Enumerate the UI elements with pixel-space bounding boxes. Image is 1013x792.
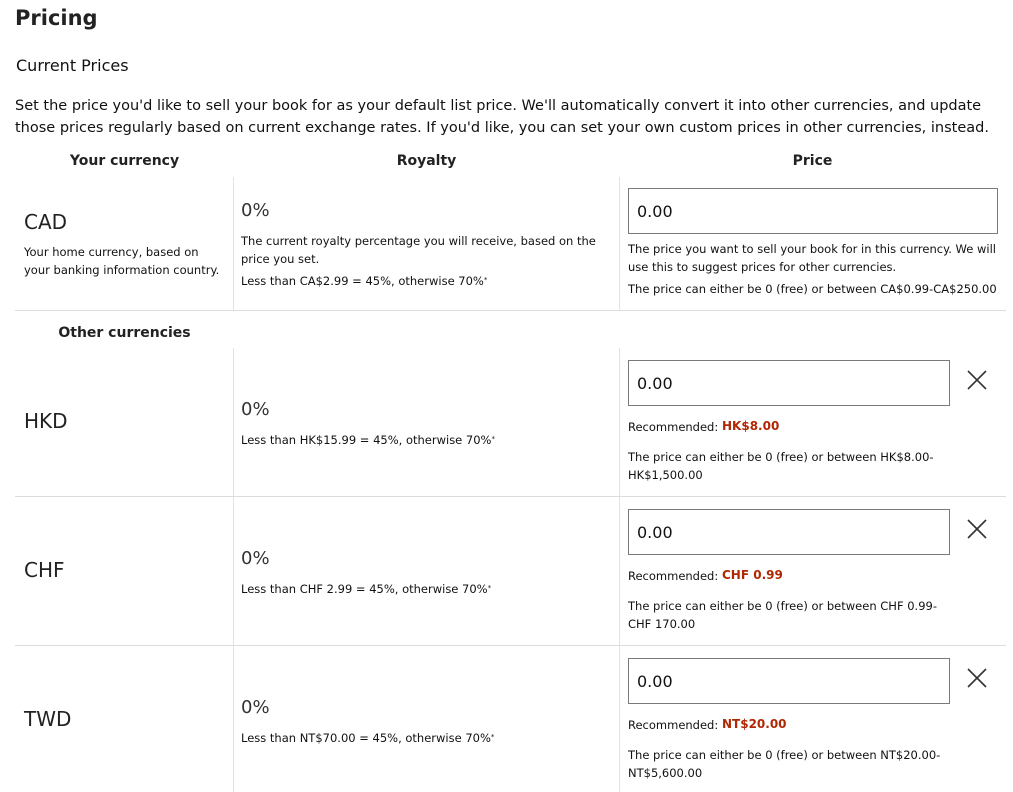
royalty-percentage: 0% [241,200,270,221]
footnote-mark: * [490,733,495,741]
currency-code: CAD [24,210,68,234]
royalty-rule-text: Less than CHF 2.99 = 45%, otherwise 70% [241,582,488,596]
home-currency-description: Your home currency, based on your banking information country. [24,245,220,277]
royalty-percentage: 0% [241,399,270,420]
recommended-price: NT$20.00 [722,717,787,731]
column-header-royalty: Royalty [396,153,457,169]
recommended-price: HK$8.00 [722,419,780,433]
home-price-input[interactable] [628,188,998,234]
royalty-rule [241,431,611,449]
price-range: The price can either be 0 (free) or between CA$0.99-CA$250.00 [628,282,997,296]
row-divider [15,310,1006,311]
row-divider [15,645,1006,646]
royalty-rule-text: Less than CA$2.99 = 45%, otherwise 70% [241,274,484,288]
recommended-price: CHF 0.99 [722,568,783,582]
currency-code: CHF [24,558,65,582]
price-range: The price can either be 0 (free) or between NT$20.00-NT$5,600.00 [628,748,941,780]
royalty-rule [241,580,611,598]
currency-code: HKD [24,409,68,433]
royalty-rule-text: Less than HK$15.99 = 45%, otherwise 70% [241,433,492,447]
royalty-percentage: 0% [241,548,270,569]
page-title: Pricing [15,6,98,30]
royalty-percentage: 0% [241,697,270,718]
intro-text: Set the price you'd like to sell your book for as your default list price. We'll automatically convert it into other currencies, and update those prices regularly based on current exchange rates. If you'd like, you can set your own custom prices in other currencies, instead. [15,98,989,136]
chf-price-input[interactable] [628,509,950,555]
column-header-your-currency: Your currency [69,153,180,169]
remove-chf-price-close-icon[interactable] [964,516,990,542]
column-divider [233,177,234,310]
footnote-mark: * [487,584,492,592]
hkd-price-input[interactable] [628,360,950,406]
royalty-description: The current royalty percentage you will receive, based on the price you set. [241,234,596,266]
remove-hkd-price-close-icon[interactable] [964,367,990,393]
royalty-rule-text: Less than NT$70.00 = 45%, otherwise 70% [241,731,491,745]
column-divider [233,348,234,792]
price-range: The price can either be 0 (free) or between HK$8.00-HK$1,500.00 [628,450,934,482]
royalty-rule [241,272,611,290]
footnote-mark: * [491,435,495,443]
recommended-label: Recommended: [628,718,719,732]
recommended-label: Recommended: [628,420,719,434]
royalty-rule [241,729,611,747]
column-divider [619,177,620,310]
other-currencies-heading: Other currencies [58,325,191,341]
price-range: The price can either be 0 (free) or between CHF 0.99-CHF 170.00 [628,599,937,631]
footnote-mark: * [483,276,488,284]
remove-twd-price-close-icon[interactable] [964,665,990,691]
recommended-label: Recommended: [628,569,719,583]
price-description: The price you want to sell your book for in this currency. We will use this to suggest prices for other currencies. [628,242,996,274]
currency-code: TWD [24,707,72,731]
row-divider [15,496,1006,497]
twd-price-input[interactable] [628,658,950,704]
section-title: Current Prices [16,56,129,75]
column-header-price: Price [792,153,833,169]
column-divider [619,348,620,792]
